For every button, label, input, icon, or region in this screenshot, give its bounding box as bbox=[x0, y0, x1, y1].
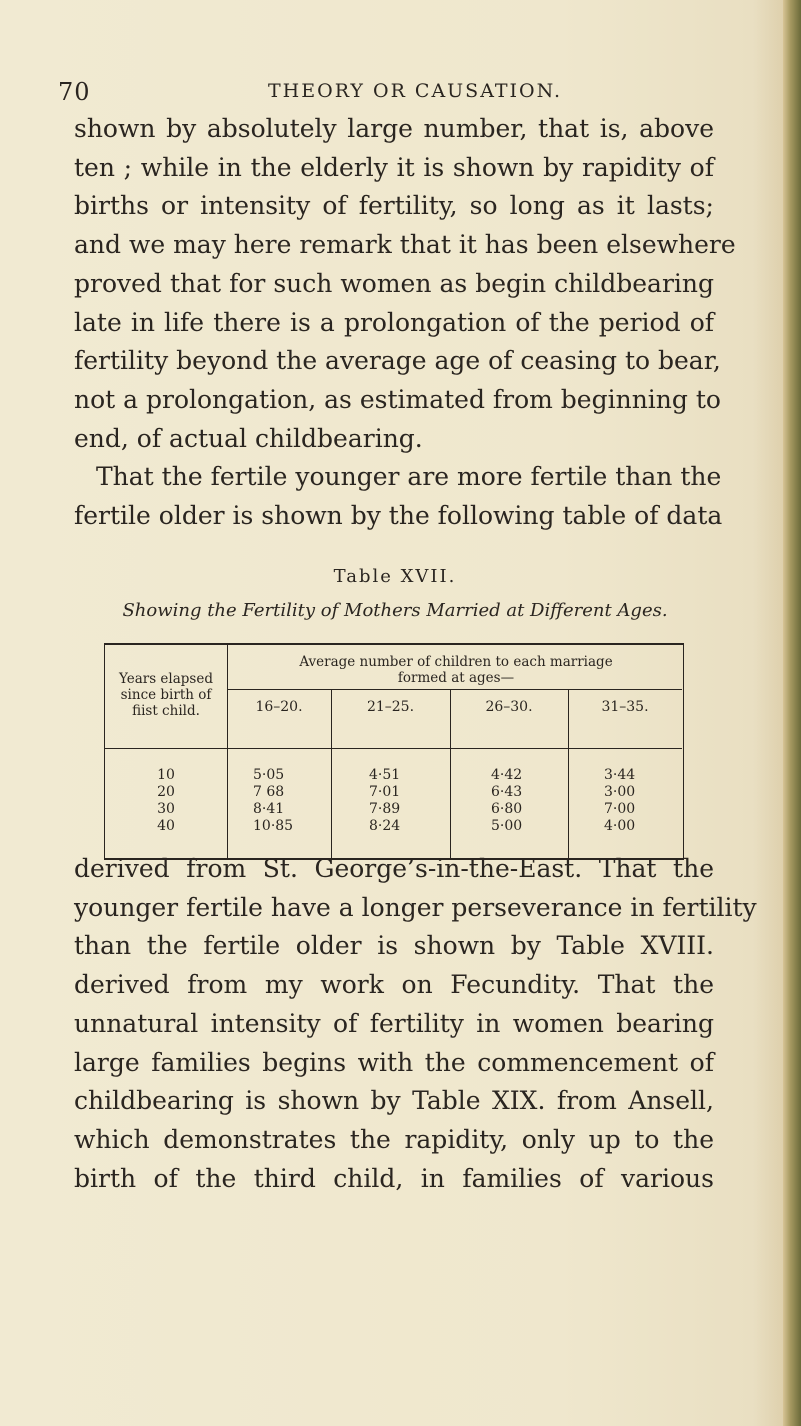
table-cell: 10·85 bbox=[253, 818, 294, 834]
table-cell: 6·43 bbox=[491, 784, 523, 800]
text-line: childbearing is shown by Table XIX. from Ansell, bbox=[74, 1086, 714, 1116]
table-cell: 4·42 bbox=[491, 767, 523, 783]
text-line: fertile older is shown by the following table of data bbox=[74, 501, 723, 531]
table-rule bbox=[105, 748, 682, 749]
table-cell: 7·00 bbox=[604, 801, 636, 817]
table-cell: 7·01 bbox=[369, 784, 401, 800]
table-cell: 4·00 bbox=[604, 818, 636, 834]
table-rule bbox=[227, 645, 228, 858]
running-title: THEORY OR CAUSATION. bbox=[268, 80, 563, 102]
text-line: end, of actual childbearing. bbox=[74, 423, 423, 453]
page-edge bbox=[783, 0, 801, 1426]
text-line: shown by absolutely large number, that is, above bbox=[74, 114, 714, 143]
paragraph-2 bbox=[74, 850, 757, 1198]
text-line: late in life there is a prolongation of the period of bbox=[74, 307, 714, 337]
text-line: derived from my work on Fecundity. That the bbox=[74, 970, 714, 1000]
text-line: birth of the third child, in families of various bbox=[74, 1163, 714, 1193]
table-subtitle: Showing the Fertility of Mothers Married at Different Ages. bbox=[122, 600, 668, 621]
table-cell: 6·80 bbox=[491, 801, 523, 817]
table-cell: 4·51 bbox=[369, 767, 401, 783]
header-years-elapsed: Years elapsed since birth of fiist child. bbox=[118, 671, 213, 719]
running-head bbox=[58, 78, 718, 108]
table-cell: 8·24 bbox=[369, 818, 401, 834]
table-cell: 7 68 bbox=[253, 784, 285, 800]
text-line: That the fertile younger are more fertile than the bbox=[96, 462, 722, 492]
header-age-group: 26–30. bbox=[485, 699, 533, 715]
table-cell: 8·41 bbox=[253, 801, 285, 817]
table-cell: 3·44 bbox=[604, 767, 636, 783]
data-column-21-25 bbox=[369, 767, 400, 835]
text-line: unnatural intensity of fertility in women bearing bbox=[74, 1008, 714, 1038]
data-column-16-20 bbox=[253, 767, 293, 835]
text-line: derived from St. George’s-in-the-East. That the bbox=[74, 854, 714, 883]
table-cell: 5·05 bbox=[253, 767, 285, 783]
text-line: fertility beyond the average age of ceasing to bear, bbox=[74, 346, 721, 376]
table-cell: 3·00 bbox=[604, 784, 636, 800]
text-line: and we may here remark that it has been elsewhere bbox=[74, 230, 736, 260]
data-column-26-30 bbox=[491, 767, 522, 835]
table-cell: 40 bbox=[157, 818, 175, 834]
header-age-group: 31–35. bbox=[601, 699, 649, 715]
table-cell: 7·89 bbox=[369, 801, 401, 817]
text-line: proved that for such women as begin childbearing bbox=[74, 268, 714, 298]
table-rule bbox=[227, 689, 682, 690]
years-column bbox=[105, 767, 227, 835]
paragraph-1 bbox=[74, 110, 736, 536]
table-cell: 5·00 bbox=[491, 818, 523, 834]
text-line: which demonstrates the rapidity, only up to the bbox=[74, 1124, 714, 1154]
table-cell: 10 bbox=[157, 767, 175, 783]
text-line: younger fertile have a longer perseverance in fertility bbox=[74, 892, 757, 922]
fertility-table bbox=[104, 643, 684, 860]
table-cell: 20 bbox=[157, 784, 175, 800]
table-title: Table XVII. bbox=[333, 566, 457, 587]
text-line: births or intensity of fertility, so long as it lasts; bbox=[74, 191, 714, 221]
table-cell: 30 bbox=[157, 801, 175, 817]
text-line: not a prolongation, as estimated from beginning to bbox=[74, 384, 721, 414]
page-number: 70 bbox=[58, 78, 91, 106]
data-column-31-35 bbox=[604, 767, 635, 835]
header-average-number: Average number of children to each marriage formed at ages— bbox=[299, 654, 613, 686]
text-line: large families begins with the commencement of bbox=[74, 1047, 714, 1077]
header-age-group: 21–25. bbox=[366, 699, 415, 715]
header-age-group: 16–20. bbox=[255, 699, 303, 715]
text-line: ten ; while in the elderly it is shown by rapidity of bbox=[74, 152, 714, 182]
text-line: than the fertile older is shown by Table XVIII. bbox=[74, 931, 714, 961]
